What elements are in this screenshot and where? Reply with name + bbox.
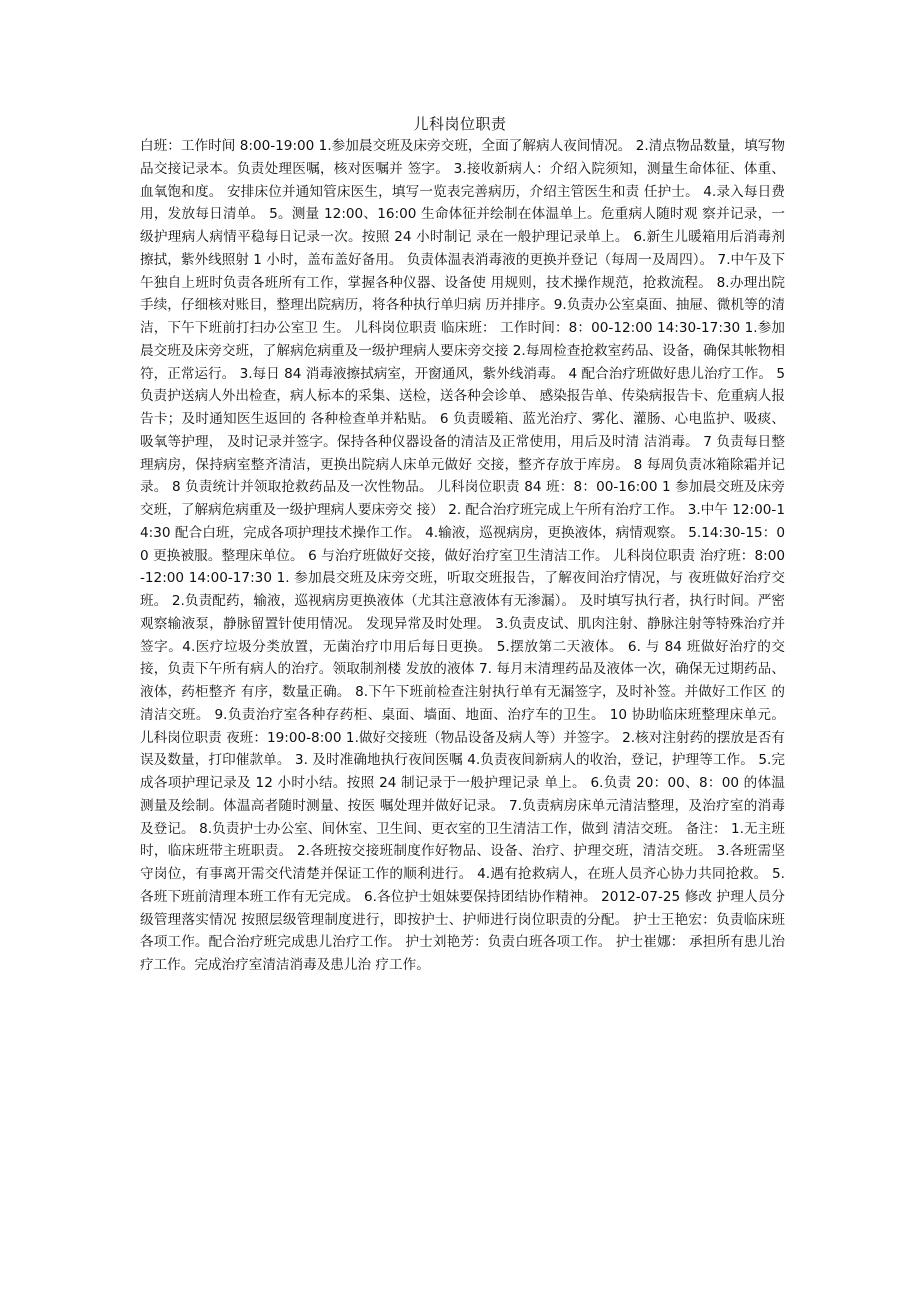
- document-body-text: 白班：工作时间 8:00-19:00 1.参加晨交班及床旁交班，全面了解病人夜间情况。 2.清点物品数量，填写物品交接记录本。负责处理医嘱，核对医嘱并 签字。 3.接收新病人：介绍入院须知，测量生命体征、体重、血氧饱和度。 安排床位并通知管床医生，填写一览表完善病历，介绍主管医生和责 任护士。 4.录入每日费用，发放每日清单。 5。测量 12:00、16:00 生命体征并绘制在体温单上。危重病人随时观 察并记录，一级护理病人病情平稳每日记录一次。按照 24 小时制记 录在一般护理记录单上。 6.新生儿暖箱用后消毒剂擦拭，紫外线照射 1 小时，盖布盖好备用。 负责体温表消毒液的更换并登记（每周一及周四）。 7.中午及下午独自上班时负责各班所有工作，掌握各种仪器、设备使 用规则，技术操作规范，抢救流程。 8.办理出院手续，仔细核对账目，整理出院病历，将各种执行单归病 历并排序。9.负责办公室桌面、抽屉、微机等的清洁，下午下班前打扫办公室卫 生。 儿科岗位职责 临床班： 工作时间：8：00-12:00 14:30-17:30 1.参加晨交班及床旁交班，了解病危病重及一级护理病人要床旁交接 2.每周检查抢救室药品、设备，确保其帐物相符，正常运行。 3.每日 84 消毒液擦拭病室，开窗通风，紫外线消毒。 4 配合治疗班做好患儿治疗工作。 5 负责护送病人外出检查，病人标本的采集、送检，送各种会诊单、 感染报告单、传染病报告卡、危重病人报告卡；及时通知医生返回的 各种检查单并粘贴。 6 负责暖箱、蓝光治疗、雾化、灌肠、心电监护、吸痰、吸氧等护理， 及时记录并签字。保持各种仪器设备的清洁及正常使用，用后及时清 洁消毒。 7 负责每日整理病房，保持病室整齐清洁，更换出院病人床单元做好 交接，整齐存放于库房。 8 每周负责冰箱除霜并记录。 8 负责统计并领取抢救药品及一次性物品。 儿科岗位职责 84 班：8：00-16:00 1 参加晨交班及床旁交班，了解病危病重及一级护理病人要床旁交 接） 2. 配合治疗班完成上午所有治疗工作。 3.中午 12:00-14:30 配合白班，完成各项护理技术操作工作。 4.输液，巡视病房，更换液体，病情观察。 5.14:30-15：00 更换被服。整理床单位。 6 与治疗班做好交接，做好治疗室卫生清洁工作。 儿科岗位职责 治疗班：8:00-12:00 14:00-17:30 1. 参加晨交班及床旁交班，听取交班报告，了解夜间治疗情况，与 夜班做好治疗交班。 2.负责配药，输液，巡视病房更换液体（尤其注意液体有无渗漏）。 及时填写执行者，执行时间。严密观察输液泵，静脉留置针使用情况。 发现异常及时处理。 3.负责皮试、肌肉注射、静脉注射等特殊治疗并签字。4.医疗垃圾分类放置，无菌治疗巾用后每日更换。 5.摆放第二天液体。 6. 与 84 班做好治疗的交接，负责下午所有病人的治疗。领取制剂楼 发放的液体 7. 每月末清理药品及液体一次，确保无过期药品、液体，药柜整齐 有序，数量正确。 8.下午下班前检查注射执行单有无漏签字，及时补签。并做好工作区 的清洁交班。 9.负责治疗室各种存药柜、桌面、墙面、地面、治疗车的卫生。 10 协助临床班整理床单元。 儿科岗位职责 夜班：19:00-8:00 1.做好交接班（物品设备及病人等）并签字。 2.核对注射药的摆放是否有误及数量，打印催款单。 3. 及时准确地执行夜间医嘱 4.负责夜间新病人的收治，登记，护理等工作。 5.完成各项护理记录及 12 小时小结。按照 24 制记录于一般护理记录 单上。 6.负责 20：00、8：00 的体温测量及绘制。体温高者随时测量、按医 嘱处理并做好记录。 7.负责病房床单元清洁整理，及治疗室的消毒及登记。 8.负责护士办公室、间休室、卫生间、更衣室的卫生清洁工作，做到 清洁交班。 备注： 1.无主班时，临床班带主班职责。 2.各班按交接班制度作好物品、设备、治疗、护理交班，清洁交班。 3.各班需坚守岗位，有事离开需交代清楚并保证工作的顺利进行。 4.遇有抢救病人，在班人员齐心协力共同抢救。 5.各班下班前清理本班工作有无完成。 6.各位护士姐妹要保持团结协作精神。 2012-07-25 修改 护理人员分级管理落实情况 按照层级管理制度进行，即按护士、护师进行岗位职责的分配。 护士王艳宏：负责临床班各项工作。配合治疗班完成患儿治疗工作。 护士刘艳芳：负责白班各项工作。 护士崔娜： 承担所有患儿治疗工作。完成治疗室清洁消毒及患儿治 疗工作。: [140, 138, 785, 973]
- document-title: 儿科岗位职责: [413, 115, 507, 133]
